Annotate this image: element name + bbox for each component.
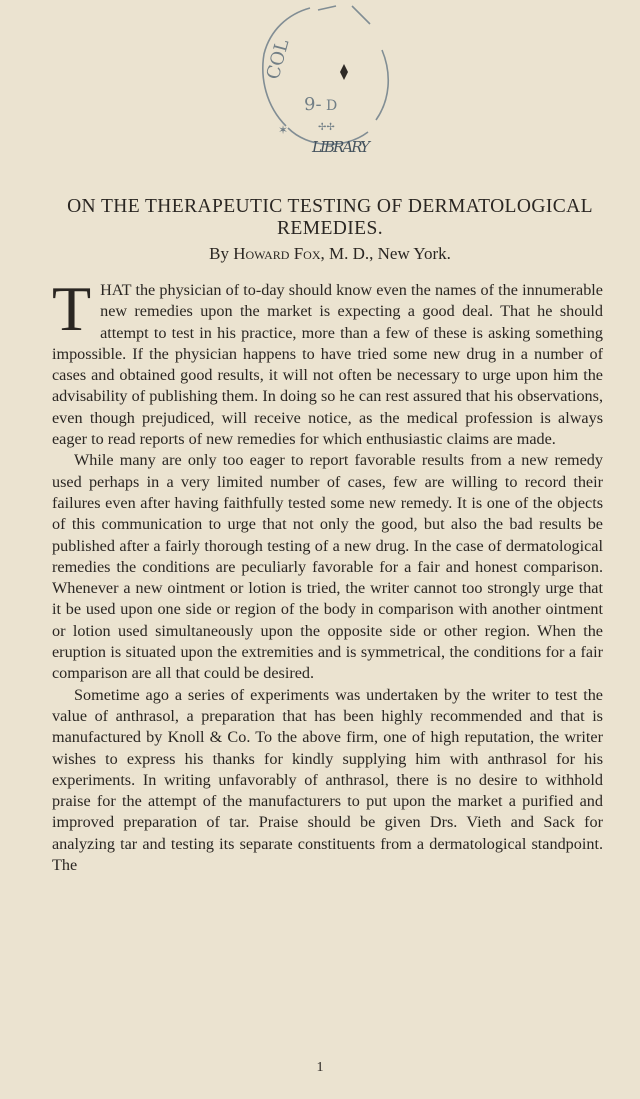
article-title: [50, 196, 610, 240]
stamp-label: LIBRARY: [312, 138, 370, 154]
svg-text:COL: COL: [262, 37, 294, 82]
paragraph-3: Sometime ago a series of experiments was undertaken by the writer to test the value of anthrasol, a preparation that has been highly recommended and that is manufactured by Knoll & Co. To the above firm, one of high reputation, the writer wishes to express his thanks for kindly supplying him with anthrasol for his experiments. In writing unfavorably of anthrasol, there is no desire to withhold praise for the attempt of the manufacturers to put upon the market a purified and improved preparation of tar. Praise should be given Drs. Vieth and Sack for analyzing tar and testing its separate constituents from a dermatological standpoint. The: [52, 685, 603, 875]
library-stamp-icon: [248, 2, 398, 154]
byline: [90, 244, 570, 264]
paragraph-2: While many are only too eager to report favorable results from a new remedy used perhaps in a very limited number of cases, few are willing to record their failures even after having faithfully tested some new remedy. It is one of the objects of this communication to urge that not only the good, but also the bad results be published after a fairly thorough testing of a new drug. In the case of dermatological remedies the conditions are peculiarly favorable for a fair and honest comparison. Whenever a new ointment or lotion is tried, the writer cannot too strongly urge that it be used upon one side or region of the body in comparison with another ointment or lotion used simultaneously upon the opposite side or other region. When the eruption is situated upon the extremities and is symmetrical, the conditions for a fair comparison are all that could be desired.: [52, 451, 603, 683]
page-number: 1: [316, 1060, 324, 1075]
title-line-1: ON THE THERAPEUTIC TESTING OF DERMATOLOGICAL: [67, 196, 593, 217]
svg-text:✢✢: ✢✢: [318, 122, 335, 133]
drop-cap: T: [52, 273, 92, 344]
article-body: [52, 273, 603, 876]
author-name: Howard Fox: [233, 244, 321, 263]
byline-prefix: By: [209, 244, 234, 263]
svg-text:D: D: [326, 98, 338, 114]
title-line-2: REMEDIES.: [277, 218, 383, 239]
paragraph-1: [52, 273, 603, 450]
svg-text:✶: ✶: [278, 123, 289, 137]
svg-text:9-: 9-: [304, 94, 322, 115]
paragraph-1-text: HAT the physician of to-day should know even the names of the innumerable new remedies upon the market is expecting a good deal. That he should attempt to test in his practice, more than a few of these is asking something impossible. If the physician happens to have tried some new drug in a number of cases and obtained good results, it will not often be necessary to urge upon him the advisability of publishing them. In doing so he can rest assured that his observations, even though prejudiced, will receive notice, as the medical profession is always eager to read reports of new remedies for which enthusiastic claims are made.: [52, 281, 603, 449]
byline-suffix: , M. D., New York.: [320, 244, 451, 263]
